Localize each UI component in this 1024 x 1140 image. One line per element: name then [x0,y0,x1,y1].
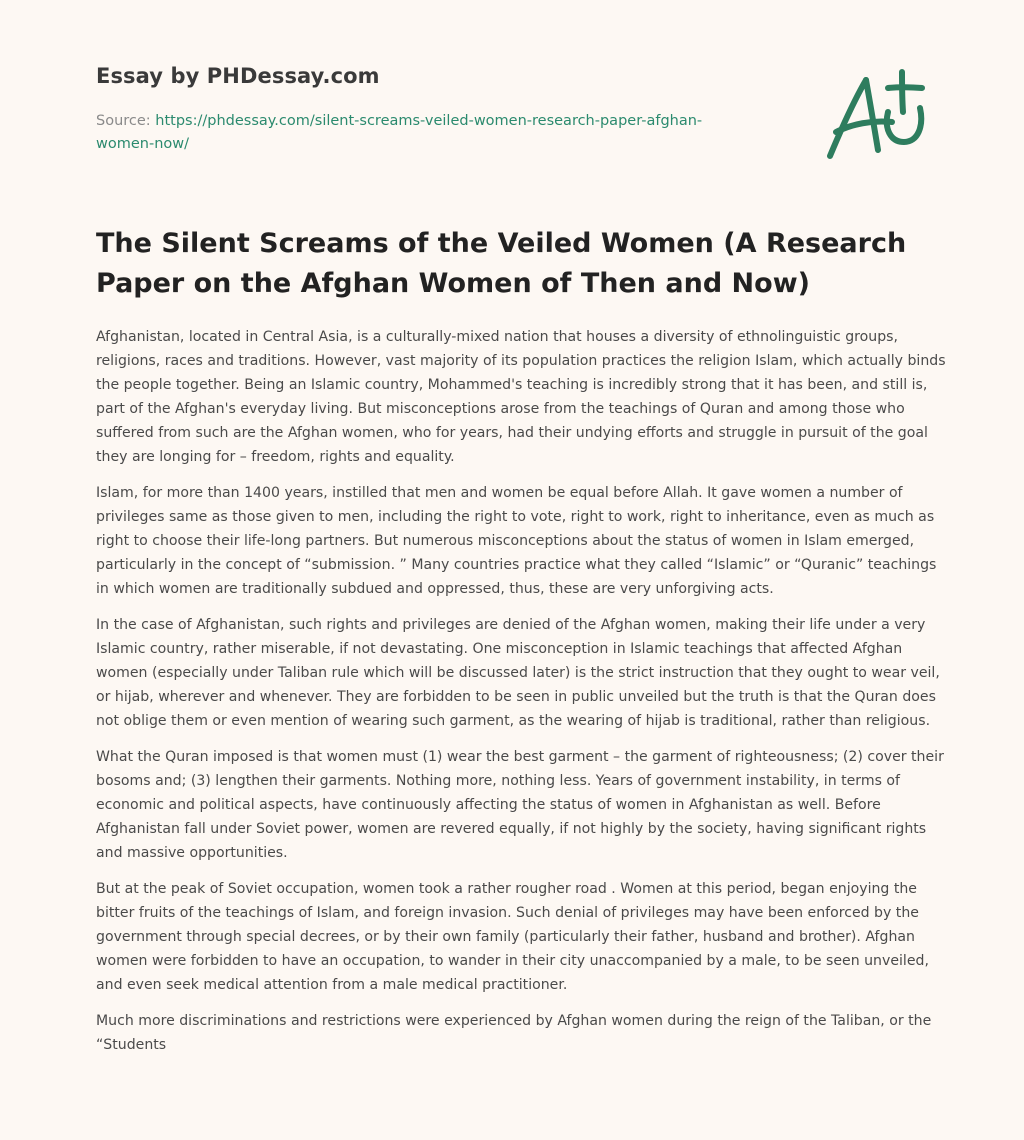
essay-paragraph: Afghanistan, located in Central Asia, is a culturally-mixed nation that houses a diversity of ethnolinguistic groups, religions, races and traditions. However, vast majority of its population practices the religion Islam, which actually binds the people together. Being an Islamic country, Mohammed's teaching is incredibly strong that it has been, and still is, part of the Afghan's everyday living. But misconceptions arose from the teachings of Quran and among those who suffered from such are the Afghan women, who for years, had their undying efforts and struggle in pursuit of the goal they are longing for – freedom, rights and equality. [96,329,946,465]
essay-paragraph: Islam, for more than 1400 years, instilled that men and women be equal before Allah. It gave women a number of privileges same as those given to men, including the right to vote, right to work, right to inheritance, even as much as right to choose their life-long partners. But numerous misconceptions about the status of women in Islam emerged, particularly in the concept of “submission. ” Many countries practice what they called “Islamic” or “Quranic” teachings in which women are traditionally subdued and oppressed, thus, these are very unforgiving acts. [96,485,937,597]
a-plus-logo-icon [818,66,930,164]
source-line [96,110,736,156]
essay-paragraph: In the case of Afghanistan, such rights and privileges are denied of the Afghan women, making their life under a very Islamic country, rather miserable, if not devastating. One misconception in Islamic teachings that affected Afghan women (especially under Taliban rule which will be discussed later) is the strict instruction that they ought to wear veil, or hijab, wherever and whenever. They are forbidden to be seen in public unveiled but the truth is that the Quran does not oblige them or even mention of wearing such garment, as the wearing of hijab is traditional, rather than religious. [96,617,940,729]
essay-paragraph: But at the peak of Soviet occupation, women took a rather rougher road . Women at this period, began enjoying the bitter fruits of the teachings of Islam, and foreign invasion. Such denial of privileges may have been enforced by the government through special decrees, or by their own family (particularly their father, husband and brother). Afghan women were forbidden to have an occupation, to wander in their city unaccompanied by a male, to be seen unveiled, and even seek medical attention from a male medical practitioner. [96,881,929,993]
essay-paragraph: Much more discriminations and restrictions were experienced by Afghan women during the reign of the Taliban, or the “Students [96,1013,932,1053]
site-title: Essay by PHDessay.com [96,64,380,88]
essay-paragraph: What the Quran imposed is that women must (1) wear the best garment – the garment of righteousness; (2) cover their bosoms and; (3) lengthen their garments. Nothing more, nothing less. Years of government instability, in terms of economic and political aspects, have continuously affecting the status of women in Afghanistan as well. Before Afghanistan fall under Soviet power, women are revered equally, if not highly by the society, having significant rights and massive opportunities. [96,749,944,861]
essay-title: The Silent Screams of the Veiled Women (A Research Paper on the Afghan Women of Then and Now) [96,228,907,299]
source-link[interactable]: https://phdessay.com/silent-screams-veiled-women-research-paper-afghan-women-now/ [96,113,703,152]
essay-body [96,325,946,1069]
source-label: Source: [96,113,151,129]
